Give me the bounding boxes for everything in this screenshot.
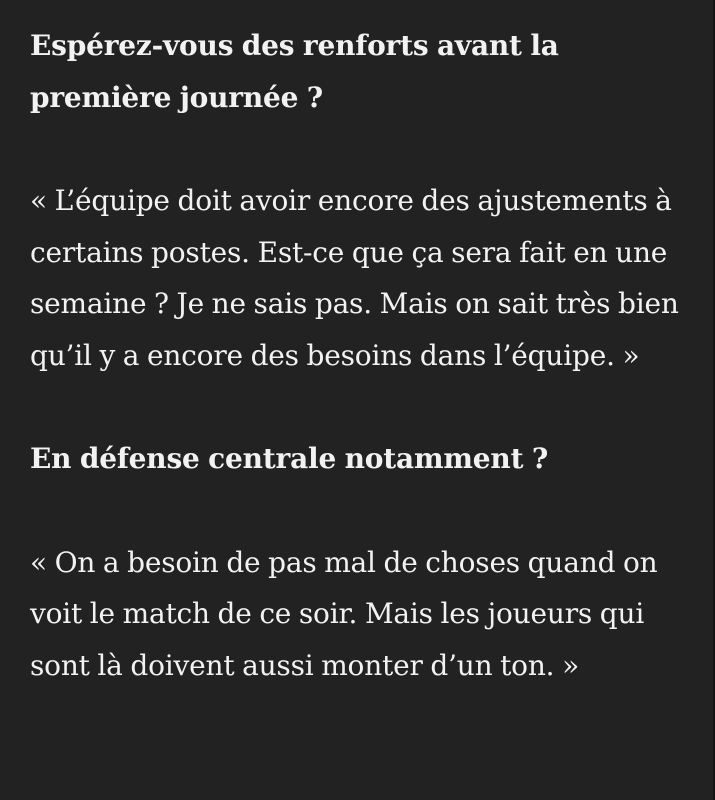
interview-question-2: En défense centrale notamment ? [30,442,549,475]
interview-question-1: Espérez-vous des renforts avant la première journée ? [30,29,559,114]
interview-answer-2: « On a besoin de pas mal de choses quand on voit le match de ce soir. Mais les joueurs qui sont là doivent aussi monter d’un ton. » [30,545,658,682]
paragraph-spacing [30,123,695,175]
interview-article [30,20,695,691]
paragraph-spacing [30,485,695,537]
interview-answer-1: « L’équipe doit avoir encore des ajustements à certains postes. Est-ce que ça sera fait en une semaine ? Je ne sais pas. Mais on sait très bien qu’il y a encore des besoins dans l’équipe. » [30,184,679,372]
paragraph-spacing [30,381,695,433]
